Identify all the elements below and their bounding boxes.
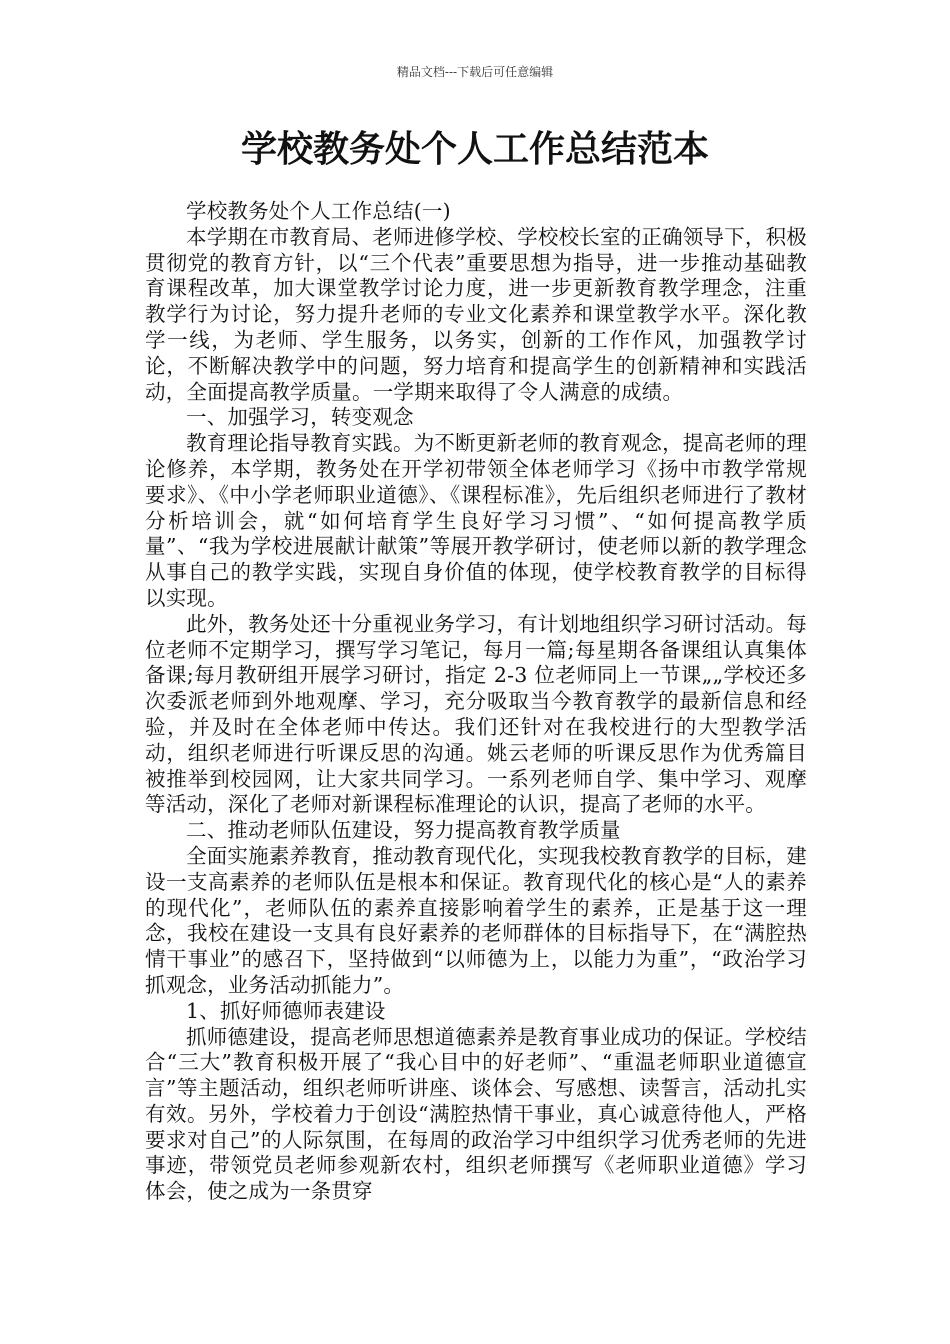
paragraph-ethics: 抓师德建设，提高老师思想道德素养是教育事业成功的保证。学校结合“三大”教育积极开展了“我心目中的好老师”、“重温老师职业道德宣言”等主题活动，组织老师听讲座、谈体会、写感想、读誓言，活动扎实有效。另外，学校着力于创设“满腔热情干事业，真心诚意待他人，严格要求对自己”的人际氛围，在每周的政治学习中组织学习优秀老师的先进事迹，带领党员老师参观新农村，组织老师撰写《老师职业道德》学习体会，使之成为一条贯穿	[145, 1024, 807, 1204]
paragraph-theory: 教育理论指导教育实践。为不断更新老师的教育观念，提高老师的理论修养，本学期，教务处在开学初带领全体老师学习《扬中市教学常规要求》、《中小学老师职业道德》、《课程标准》，先后组织老师进行了教材分析培训会，就“如何培育学生良好学习习惯”、“如何提高教学质量”、“我为学校进展献计献策”等展开教学研讨，使老师以新的教学理念从事自己的教学实践，实现自身价值的体现，使学校教育教学的目标得以实现。	[145, 431, 807, 610]
document-title: 学校教务处个人工作总结范本	[240, 129, 709, 170]
document-body	[145, 199, 807, 1205]
paragraph-intro: 本学期在市教育局、老师进修学校、学校校长室的正确领导下，积极贯彻党的教育方针，以“三个代表”重要思想为指导，进一步推动基础教育课程改革，加大课堂教学讨论力度，进一步更新教育教学理念，注重教学行为讨论，努力提升老师的专业文化素养和课堂教学水平。深化教学一线，为老师、学生服务，以务实，创新的工作作风，加强教学讨论，不断解决教学中的问题，努力培育和提高学生的创新精神和实践活动，全面提高教学质量。一学期来取得了令人满意的成绩。	[145, 224, 807, 404]
section-heading-2: 二、推动老师队伍建设，努力提高教育教学质量	[186, 818, 621, 843]
section-heading-1: 一、加强学习，转变观念	[186, 405, 414, 430]
paragraph-team: 全面实施素养教育，推动教育现代化，实现我校教育教学的目标，建设一支高素养的老师队伍是根本和保证。教育现代化的核心是“人的素养的现代化”，老师队伍的素养直接影响着学生的素养，正是基于这一理念，我校在建设一支具有良好素养的老师群体的目标指导下，在“满腔热情干事业”的感召下，坚持做到“以师德为上，以能力为重”，“政治学习抓观念，业务活动抓能力”。	[145, 843, 807, 997]
paragraph-study: 此外，教务处还十分重视业务学习，有计划地组织学习研讨活动。每位老师不定期学习，撰写学习笔记，每月一篇;每星期各备课组认真集体备课;每月教研组开展学习研讨，指定 2-3 位老师同上一节课„„学校还多次委派老师到外地观摩、学习，充分吸取当今教育教学的最新信息和经验，并及时在全体老师中传达。我们还针对在我校进行的大型教学活动，组织老师进行听课反思的沟通。姚云老师的听课反思作为优秀篇目被推举到校园网，让大家共同学习。一系列老师自学、集中学习、观摩等活动，深化了老师对新课程标准理论的认识，提高了老师的水平。	[145, 611, 807, 817]
header-note: 精品文档---下载后可任意编辑	[396, 65, 554, 79]
paragraph-subtitle: 学校教务处个人工作总结(一)	[186, 199, 451, 223]
subsection-heading-1: 1、抓好师德师表建设	[186, 998, 386, 1023]
